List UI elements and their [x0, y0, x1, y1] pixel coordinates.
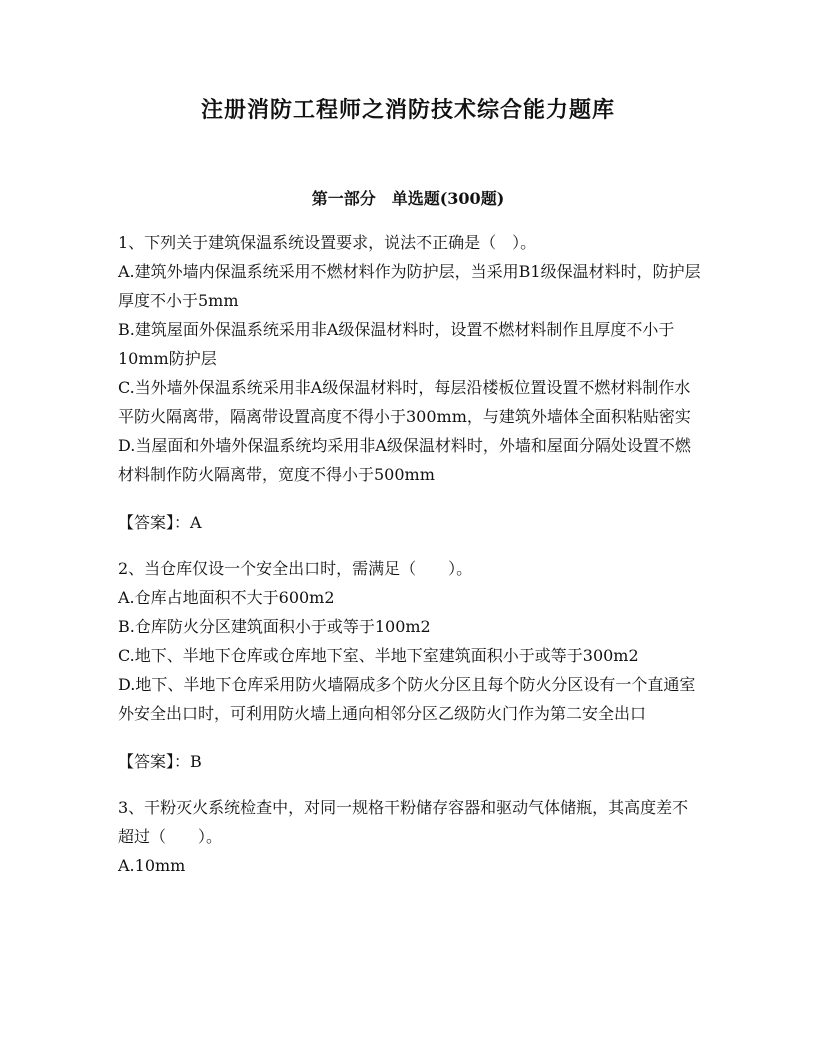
question-2 [118, 554, 703, 728]
option-d: D.地下、半地下仓库采用防火墙隔成多个防火分区且每个防火分区设有一个直通室外安全出口时，可利用防火墙上通向相邻分区乙级防火门作为第二安全出口 [118, 675, 696, 723]
option-a: A.仓库占地面积不大于600m2 [118, 588, 335, 607]
answer-2: 【答案】：B [118, 752, 202, 771]
option-d: D.当屋面和外墙外保温系统均采用非A级保温材料时，外墙和屋面分隔处设置不燃材料制作防火隔离带，宽度不得小于500mm [118, 436, 691, 484]
question-1 [118, 228, 703, 489]
option-b: B.仓库防火分区建筑面积小于或等于100m2 [118, 617, 431, 636]
section-heading: 第一部分 单选题(300题) [311, 189, 505, 208]
answer-1: 【答案】：A [118, 513, 202, 532]
option-a: A.建筑外墙内保温系统采用不燃材料作为防护层，当采用B1级保温材料时，防护层厚度不小于5mm [118, 262, 701, 310]
question-stem: 2、当仓库仅设一个安全出口时，需满足（ ）。 [118, 559, 473, 578]
question-stem: 3、干粉灭火系统检查中，对同一规格干粉储存容器和驱动气体储瓶，其高度差不超过（ ）。 [118, 798, 689, 846]
document-title: 注册消防工程师之消防技术综合能力题库 [200, 97, 615, 123]
option-b: B.建筑屋面外保温系统采用非A级保温材料时，设置不燃材料制作且厚度不小于10mm防护层 [118, 320, 675, 368]
option-c: C.当外墙外保温系统采用非A级保温材料时，每层沿楼板位置设置不燃材料制作水平防火隔离带，隔离带设置高度不得小于300mm，与建筑外墙体全面积粘贴密实 [118, 378, 691, 426]
option-c: C.地下、半地下仓库或仓库地下室、半地下室建筑面积小于或等于300m2 [118, 646, 639, 665]
question-3 [118, 793, 703, 880]
option-a: A.10mm [118, 856, 186, 875]
question-list [118, 228, 703, 880]
question-stem: 1、下列关于建筑保温系统设置要求，说法不正确是（ ）。 [118, 233, 537, 252]
